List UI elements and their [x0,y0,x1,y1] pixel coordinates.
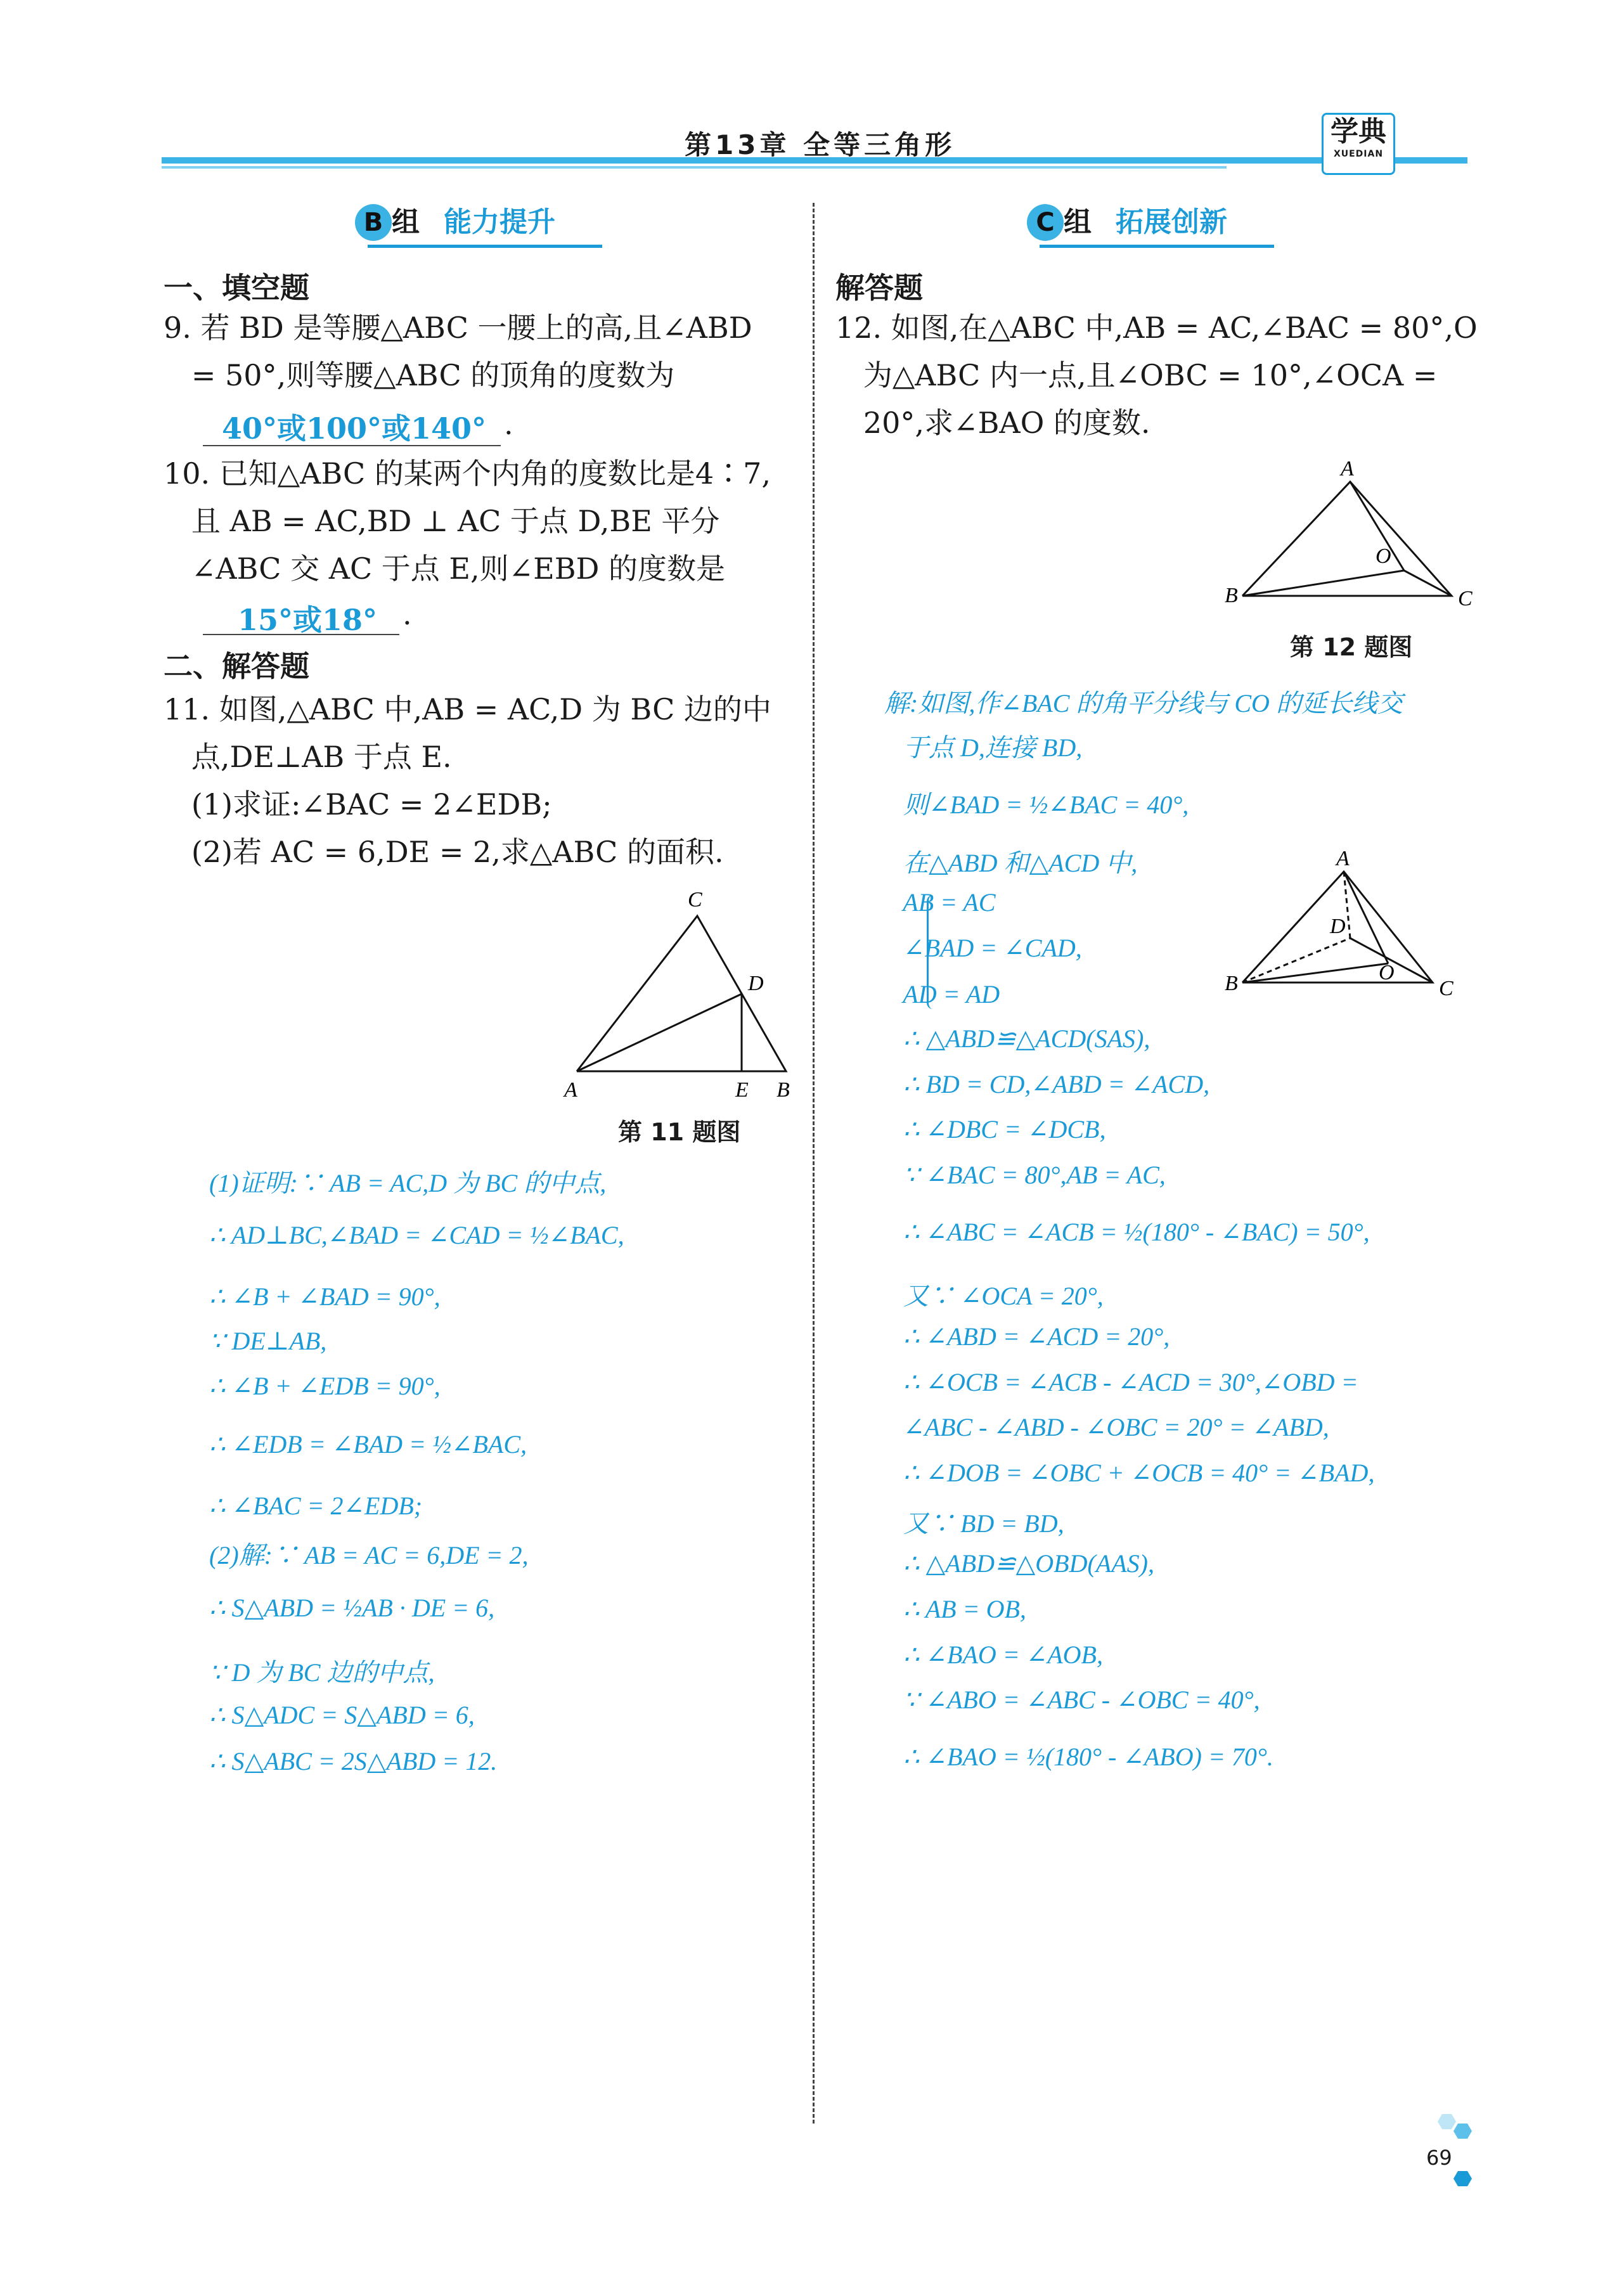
badge-title: 拓展创新 [1116,206,1227,238]
fig12-label-b: B [1225,584,1238,607]
section-heading-solve-c: 解答题 [835,271,923,305]
solution-12-line-14: ∴ ∠ABD = ∠ACD = 20°, [884,1322,1170,1351]
solution-12-line-13: 又∵ ∠OCA = 20°, [884,1282,1104,1310]
solution-11-line-11: ∴ S△ADC = S△ABD = 6, [209,1701,475,1729]
solution-12-line-7: AD = AD [884,980,1000,1009]
segment-bo [1242,963,1388,983]
fig12-label-o: O [1376,545,1391,568]
solution-12-line-23: ∴ ∠BAO = ½(180° - ∠ABO) = 70°. [884,1743,1273,1771]
solution-12-line-11: ∵ ∠BAC = 80°,AB = AC, [884,1161,1166,1189]
badge-underline [1040,245,1274,248]
badge-group: 组 [1064,206,1092,238]
question-12-line-2: 为△ABC 内一点,且∠OBC = 10°,∠OCA = [835,358,1438,392]
fig11-label-c: C [688,888,702,912]
solution-12-line-20: ∴ AB = OB, [884,1595,1026,1623]
fig11-label-b: B [777,1078,790,1102]
segment-bo [1242,570,1404,596]
logo-text: 学典 [1331,115,1386,148]
solution-11-line-10: ∵ D 为 BC 边的中点, [209,1658,435,1687]
hexagon [1438,2114,1456,2129]
figure-12-caption: 第 12 题图 [1290,633,1413,661]
badge-underline [368,245,602,248]
section-badge-c [1027,202,1280,246]
question-9-end: . [504,407,513,441]
figure-11 [558,881,811,1109]
solution-12-line-8: ∴ △ABD≌△ACD(SAS), [884,1024,1150,1053]
solution-12-line-18: 又∵ BD = BD, [884,1509,1064,1538]
question-10-line-2: 且 AB = AC,BD ⊥ AC 于点 D,BE 平分 [164,504,720,538]
solution-11-line-1: (1)证明:∵ AB = AC,D 为 BC 的中点, [209,1169,607,1197]
solution-12-line-3: 则∠BAD = ½∠BAC = 40°, [884,790,1189,819]
answer-blank-10 [203,634,399,635]
solution-11-line-7: ∴ ∠BAC = 2∠EDB; [209,1492,423,1520]
fig12-label-a: A [1341,457,1354,480]
figure-12-construction [1217,843,1483,1008]
badge-letter: B [355,204,392,241]
fig12b-label-o: O [1379,961,1395,984]
solution-12-line-4: 在△ABD 和△ACD 中, [884,849,1138,877]
section-heading-fill: 一、填空题 [164,271,309,305]
solution-11-line-2: ∴ AD⊥BC,∠BAD = ∠CAD = ½∠BAC, [209,1221,624,1249]
solution-11-line-3: ∴ ∠B + ∠BAD = 90°, [209,1282,441,1311]
solution-11-line-12: ∴ S△ABC = 2S△ABD = 12. [209,1747,498,1776]
solution-12-line-19: ∴ △ABD≌△OBD(AAS), [884,1549,1154,1578]
solution-11-line-8: (2)解:∵ AB = AC = 6,DE = 2, [209,1541,529,1569]
question-10-answer: 15°或18° [238,603,378,637]
question-11-line-4: (2)若 AC = 6,DE = 2,求△ABC 的面积. [164,835,724,869]
fig11-label-a: A [564,1078,577,1102]
question-11-line-3: (1)求证:∠BAC = 2∠EDB; [164,787,552,822]
solution-11-line-9: ∴ S△ABD = ½AB · DE = 6, [209,1594,495,1622]
figure-11-caption: 第 11 题图 [618,1118,741,1146]
question-12-line-1: 12. 如图,在△ABC 中,AB = AC,∠BAC = 80°,O [835,311,1478,345]
question-9-line-2: = 50°,则等腰△ABC 的顶角的度数为 [164,358,675,392]
question-9-line-1: 9. 若 BD 是等腰△ABC 一腰上的高,且∠ABD [164,311,752,345]
segment-oc [1404,570,1452,596]
solution-12-line-5: AB = AC [884,888,996,917]
badge-group: 组 [392,206,420,238]
solution-11-line-4: ∵ DE⊥AB, [209,1327,327,1355]
solution-12-line-12: ∴ ∠ABC = ∠ACB = ½(180° - ∠BAC) = 50°, [884,1218,1370,1246]
answer-blank-9 [203,445,501,446]
question-11-line-1: 11. 如图,△ABC 中,AB = AC,D 为 BC 边的中 [164,692,771,726]
chapter-title: 第13章 全等三角形 [685,129,956,160]
question-11-line-2: 点,DE⊥AB 于点 E. [164,740,452,774]
solution-12-line-10: ∴ ∠DBC = ∠DCB, [884,1115,1106,1144]
fig12-label-c: C [1458,587,1473,610]
question-9-answer: 40°或100°或140° [222,411,487,446]
fig12b-label-a: A [1336,847,1350,870]
segment-ad [577,994,742,1071]
solution-11-line-6: ∴ ∠EDB = ∠BAD = ½∠BAC, [209,1430,527,1459]
badge-letter: C [1027,204,1064,241]
solution-12-line-22: ∵ ∠ABO = ∠ABC - ∠OBC = 40°, [884,1685,1260,1714]
solution-11-line-5: ∴ ∠B + ∠EDB = 90°, [209,1372,441,1400]
question-10-line-1: 10. 已知△ABC 的某两个内角的度数比是4∶7, [164,456,771,491]
solution-12-line-6: ∠BAD = ∠CAD, [884,934,1082,962]
solution-12-line-1: 解:如图,作∠BAC 的角平分线与 CO 的延长线交 [884,689,1403,718]
solution-12-line-2: 于点 D,连接 BD, [884,733,1083,762]
fig12b-label-c: C [1439,977,1453,1000]
fig11-label-e: E [735,1078,749,1102]
question-10-end: . [403,597,412,631]
column-divider [813,203,815,2124]
page-number: 69 [1426,2146,1452,2170]
question-12-line-3: 20°,求∠BAO 的度数. [835,406,1150,440]
solution-12-line-17: ∴ ∠DOB = ∠OBC + ∠OCB = 40° = ∠BAD, [884,1459,1375,1487]
fig12b-label-d: D [1330,915,1346,938]
logo-subtext: XUEDIAN [1333,149,1384,159]
system-brace [927,895,935,1009]
fig11-label-d: D [748,972,764,995]
solution-12-line-15: ∴ ∠OCB = ∠ACB - ∠ACD = 30°,∠OBD = [884,1368,1358,1396]
fig12b-label-b: B [1225,972,1238,995]
question-10-line-3: ∠ABC 交 AC 于点 E,则∠EBD 的度数是 [164,551,726,586]
hexagon [1453,2124,1472,2139]
header-rule-secondary [162,166,1227,169]
section-heading-solve: 二、解答题 [164,649,309,683]
solution-12-line-9: ∴ BD = CD,∠ABD = ∠ACD, [884,1070,1210,1099]
solution-12-line-16: ∠ABC - ∠ABD - ∠OBC = 20° = ∠ABD, [884,1413,1329,1441]
figure-12 [1217,450,1483,615]
solution-12-line-21: ∴ ∠BAO = ∠AOB, [884,1640,1103,1669]
hexagon [1453,2171,1472,2186]
section-badge-b [355,202,609,246]
publisher-logo [1322,113,1395,175]
badge-title: 能力提升 [444,206,555,238]
